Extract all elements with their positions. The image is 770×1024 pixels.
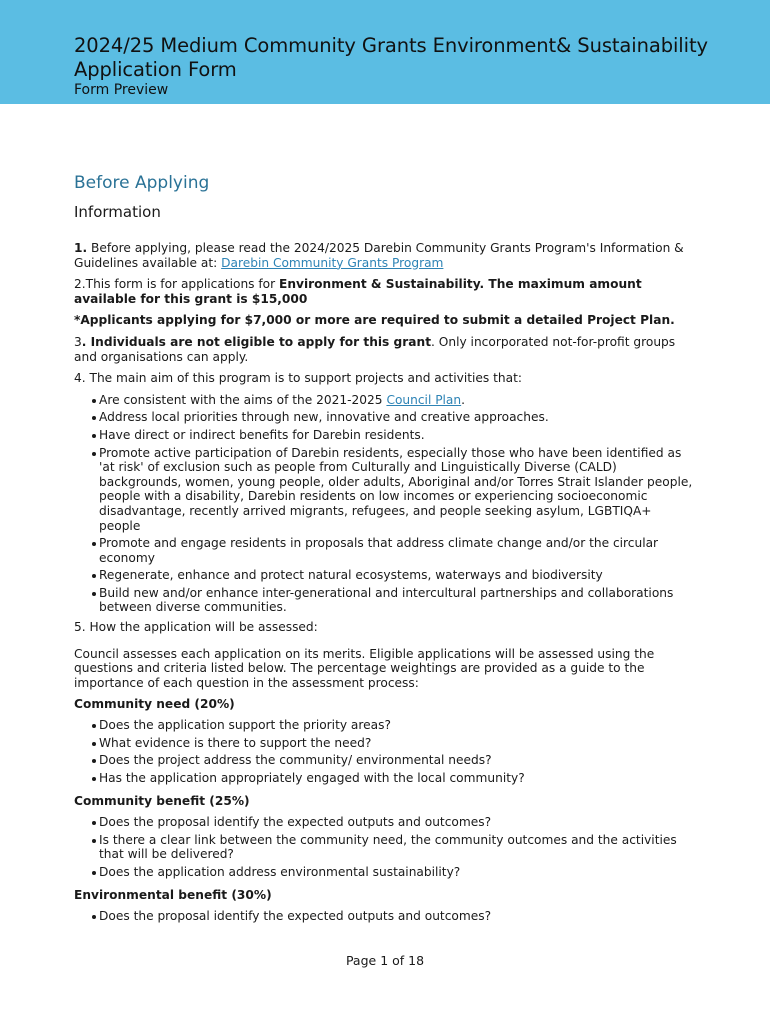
paragraph-4-number: 3: [74, 334, 82, 349]
aim-0-end: .: [461, 392, 466, 407]
paragraph-3-bold: *Applicants applying for $7,000 or more are required to submit a detailed Project Plan.: [74, 313, 675, 328]
list-item: Address local priorities through new, innovative and creative approaches.: [99, 410, 694, 425]
paragraph-4-text: . Only incorporated not-for-profit groups and organisations can apply.: [74, 334, 676, 364]
list-item: Have direct or indirect benefits for Darebin residents.: [99, 428, 694, 443]
list-item: Does the project address the community/ environmental needs?: [99, 753, 694, 768]
list-item: Does the application support the priority areas?: [99, 718, 694, 733]
paragraph-2-text: 2.This form is for applications for: [74, 277, 280, 292]
paragraph-1-text: Before applying, please read the 2024/2025 Darebin Community Grants Program's Information & Guidelines available at:: [74, 241, 684, 270]
form-header: [0, 0, 770, 104]
list-item: [99, 393, 694, 408]
form-content: [74, 168, 694, 929]
list-item: Does the application address environmental sustainability?: [99, 865, 694, 880]
list-item: Does the proposal identify the expected outputs and outcomes?: [99, 909, 694, 924]
paragraph-1: [74, 241, 694, 270]
council-plan-link[interactable]: Council Plan: [386, 392, 462, 407]
form-title: 2024/25 Medium Community Grants Environment& Sustainability Application Form: [74, 34, 708, 81]
criterion-title-benefit: Community benefit (25%): [74, 794, 250, 809]
criterion-environment-list: [74, 909, 694, 924]
list-item: Has the application appropriately engaged with the local community?: [99, 771, 694, 786]
list-item: Does the proposal identify the expected outputs and outcomes?: [99, 815, 694, 830]
criterion-title-environment: Environmental benefit (30%): [74, 888, 272, 903]
criterion-need-list: [74, 718, 694, 785]
form-subtitle: Form Preview: [74, 82, 169, 98]
grants-program-link[interactable]: Darebin Community Grants Program: [221, 255, 444, 270]
list-item: Is there a clear link between the community need, the community outcomes and the activities that will be delivered?: [99, 833, 694, 862]
aims-list: [74, 393, 694, 615]
paragraph-3: [74, 313, 694, 328]
paragraph-7: Council assesses each application on its merits. Eligible applications will be assessed using the questions and criteria listed below. The percentage weightings are provided as a guide to the importance of each question in the assessment process:: [74, 646, 655, 690]
page-number: Page 1 of 18: [345, 953, 425, 968]
list-item: Build new and/or enhance inter-generational and intercultural partnerships and collaborations between diverse communities.: [99, 586, 694, 615]
list-item: Promote active participation of Darebin residents, especially those who have been identified as 'at risk' of exclusion such as people from Culturally and Linguistically Diverse (CALD) backgrounds, women, young people, older adults, Aboriginal and/or Torres Strait Islander people, people with a disability, Darebin residents on low incomes or experiencing socioeconomic disadvantage, recently arrived migrants, refugees, and people seeking asylum, LGBTIQA+ people: [99, 445, 693, 533]
list-item: Promote and engage residents in proposals that address climate change and/or the circular economy: [99, 536, 694, 565]
paragraph-5: 4. The main aim of this program is to support projects and activities that:: [74, 371, 522, 386]
aim-0-text: Are consistent with the aims of the 2021-2025: [99, 392, 387, 407]
list-item: What evidence is there to support the need?: [99, 736, 694, 751]
paragraph-4-bold: . Individuals are not eligible to apply for this grant: [81, 334, 432, 349]
paragraph-2: [74, 277, 694, 306]
paragraph-4: [74, 335, 694, 364]
section-title: Before Applying: [74, 173, 210, 193]
paragraph-6: 5. How the application will be assessed:: [74, 620, 318, 635]
criterion-benefit-list: [74, 815, 694, 879]
list-item: Regenerate, enhance and protect natural ecosystems, waterways and biodiversity: [99, 568, 694, 583]
subheading: Information: [74, 203, 161, 221]
criterion-title-need: Community need (20%): [74, 697, 235, 712]
paragraph-2-bold: Environment & Sustainability. The maximum amount available for this grant is $15,000: [74, 277, 642, 306]
paragraph-1-number: 1.: [74, 241, 88, 255]
